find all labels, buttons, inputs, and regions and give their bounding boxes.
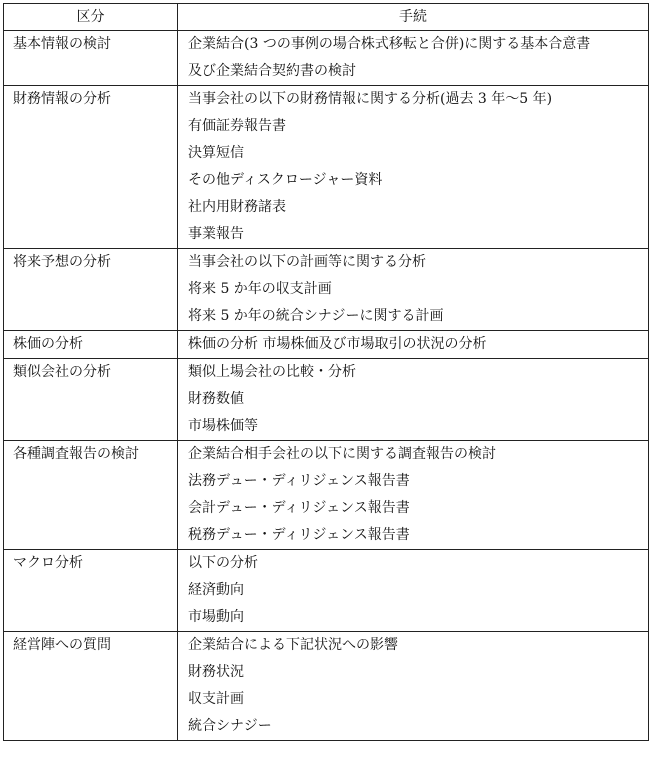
procedure-line: 収支計画: [188, 691, 244, 707]
procedure-cell: [178, 632, 649, 741]
header-row: [4, 4, 649, 31]
procedure-cell: [178, 249, 649, 331]
table-row: [4, 550, 649, 632]
procedure-cell: [178, 31, 649, 86]
procedure-line: 財務状況: [188, 664, 244, 680]
procedure-line: 企業結合による下記状況への影響: [188, 637, 398, 653]
procedure-line: 経済動向: [188, 582, 244, 598]
category-cell: 各種調査報告の検討: [4, 441, 178, 550]
category-cell: 株価の分析: [4, 331, 178, 359]
procedure-line: 決算短信: [188, 145, 244, 161]
category-cell: 経営陣への質問: [4, 632, 178, 741]
procedure-cell: [178, 86, 649, 249]
table-row: [4, 632, 649, 741]
category-cell: 将来予想の分析: [4, 249, 178, 331]
procedures-table: [3, 3, 649, 741]
procedure-line: 財務数値: [188, 391, 244, 407]
procedure-line: 有価証券報告書: [188, 118, 286, 134]
table-row: [4, 359, 649, 441]
table-row: [4, 249, 649, 331]
header-procedure: 手続: [178, 4, 649, 31]
category-cell: マクロ分析: [4, 550, 178, 632]
procedure-line: 類似上場会社の比較・分析: [188, 364, 356, 380]
procedure-line: 企業結合相手会社の以下に関する調査報告の検討: [188, 446, 496, 462]
header-category: 区分: [4, 4, 178, 31]
category-cell: 基本情報の検討: [4, 31, 178, 86]
procedure-line: 株価の分析 市場株価及び市場取引の状況の分析: [188, 336, 487, 352]
procedure-cell: [178, 441, 649, 550]
procedure-line: 社内用財務諸表: [188, 199, 286, 215]
table-row: [4, 331, 649, 359]
table-row: [4, 441, 649, 550]
procedure-line: 以下の分析: [188, 555, 258, 571]
table-row: [4, 31, 649, 86]
procedure-cell: [178, 359, 649, 441]
procedure-cell: [178, 331, 649, 359]
procedure-line: 統合シナジー: [188, 718, 272, 734]
procedure-cell: [178, 550, 649, 632]
procedure-line: 当事会社の以下の財務情報に関する分析(過去 3 年～5 年): [188, 91, 553, 107]
procedure-line: 会計デュー・ディリジェンス報告書: [188, 500, 410, 516]
table-body: [4, 31, 649, 741]
procedure-line: 市場動向: [188, 609, 244, 625]
procedure-line: 税務デュー・ディリジェンス報告書: [188, 527, 410, 543]
procedure-line: 当事会社の以下の計画等に関する分析: [188, 254, 426, 270]
table-row: [4, 86, 649, 249]
procedure-line: 将来 5 か年の統合シナジーに関する計画: [188, 308, 444, 324]
procedure-line: 将来 5 か年の収支計画: [188, 281, 332, 297]
category-cell: 類似会社の分析: [4, 359, 178, 441]
procedure-line: 市場株価等: [188, 418, 258, 434]
procedure-line: 及び企業結合契約書の検討: [188, 63, 356, 79]
procedure-line: その他ディスクロージャー資料: [188, 172, 383, 188]
procedure-line: 企業結合(3 つの事例の場合株式移転と合併)に関する基本合意書: [188, 36, 591, 52]
category-cell: 財務情報の分析: [4, 86, 178, 249]
procedure-line: 事業報告: [188, 226, 244, 242]
procedure-line: 法務デュー・ディリジェンス報告書: [188, 473, 410, 489]
